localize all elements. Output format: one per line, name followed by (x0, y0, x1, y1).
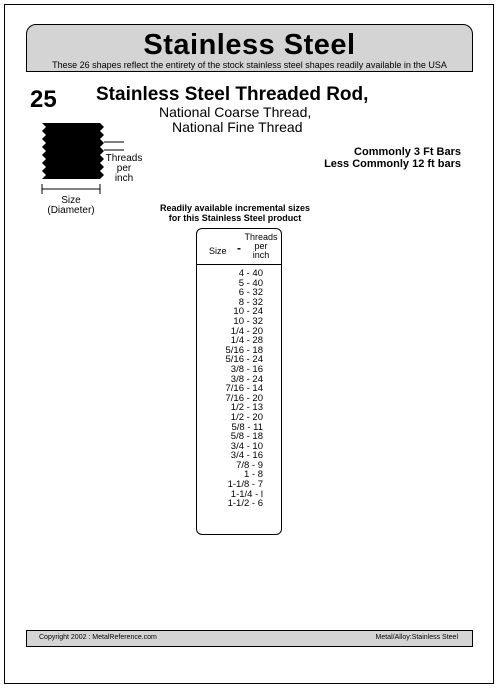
size-entry: 3/4 - 16 (230, 450, 263, 462)
size-entry: 8 - 32 (238, 296, 263, 308)
table-row (197, 499, 281, 509)
size-entry: 5/16 - 24 (225, 354, 263, 366)
header-rule (197, 264, 281, 265)
footer-bar (26, 630, 473, 647)
size-entry: 5 - 40 (238, 277, 263, 289)
page-subtitle: These 26 shapes reflect the entirety of the stock stainless steel shapes readily available in the USA (52, 60, 447, 70)
column-header-tpi: Threads per inch (244, 232, 278, 260)
size-entry: 5/8 - 18 (230, 431, 263, 443)
table-row (197, 461, 281, 471)
tpi-label: Threads per inch (105, 153, 143, 184)
column-header-size: Size (209, 246, 227, 256)
size-entry: 1-1/4 - l (230, 488, 263, 500)
header-bar (26, 24, 473, 72)
size-entry: 1 - 8 (243, 469, 263, 481)
size-entry: 7/16 - 20 (225, 392, 263, 404)
sizes-heading: Readily available incremental sizes for this Stainless Steel product (159, 203, 311, 223)
bars-common: Commonly 3 Ft Bars (354, 146, 461, 158)
size-entry: 1/2 - 20 (230, 411, 263, 423)
page-title: Stainless Steel (143, 29, 356, 61)
column-header-dash: - (237, 241, 241, 255)
size-entry: 1/4 - 20 (230, 325, 263, 337)
size-entry: 1/4 - 28 (230, 335, 263, 347)
size-entry: 1/2 - 13 (230, 402, 263, 414)
size-entry: 3/8 - 16 (230, 363, 263, 375)
size-entry: 5/16 - 18 (225, 344, 263, 356)
size-entry: 3/8 - 24 (230, 373, 263, 385)
thread-type-coarse: National Coarse Thread, (159, 104, 312, 120)
bars-less-common: Less Commonly 12 ft bars (324, 158, 461, 170)
size-entry: 7/16 - 14 (225, 383, 263, 395)
footer-path: Metal/Alloy:Stainless Steel (375, 634, 458, 641)
size-entry: 10 - 24 (233, 306, 263, 318)
rod-profile (42, 123, 104, 179)
size-entry: 1-1/2 - 6 (227, 498, 263, 510)
size-list (197, 269, 281, 509)
footer-copyright: Copyright 2002 : MetalReference.com (39, 634, 157, 641)
size-entry: 1-1/8 - 7 (227, 479, 263, 491)
size-entry: 5/8 - 11 (231, 421, 263, 433)
thread-type-fine: National Fine Thread (172, 119, 303, 135)
size-diameter-label: Size (Diameter) (47, 195, 95, 216)
size-entry: 4 - 40 (238, 268, 263, 279)
size-entry: 7/8 - 9 (236, 459, 263, 471)
size-entry: 3/4 - 10 (230, 440, 263, 452)
product-title: Stainless Steel Threaded Rod, (96, 84, 369, 105)
size-table (196, 228, 282, 535)
size-entry: 6 - 32 (238, 287, 263, 299)
item-number: 25 (30, 86, 57, 113)
size-entry: 10 - 32 (233, 315, 263, 327)
